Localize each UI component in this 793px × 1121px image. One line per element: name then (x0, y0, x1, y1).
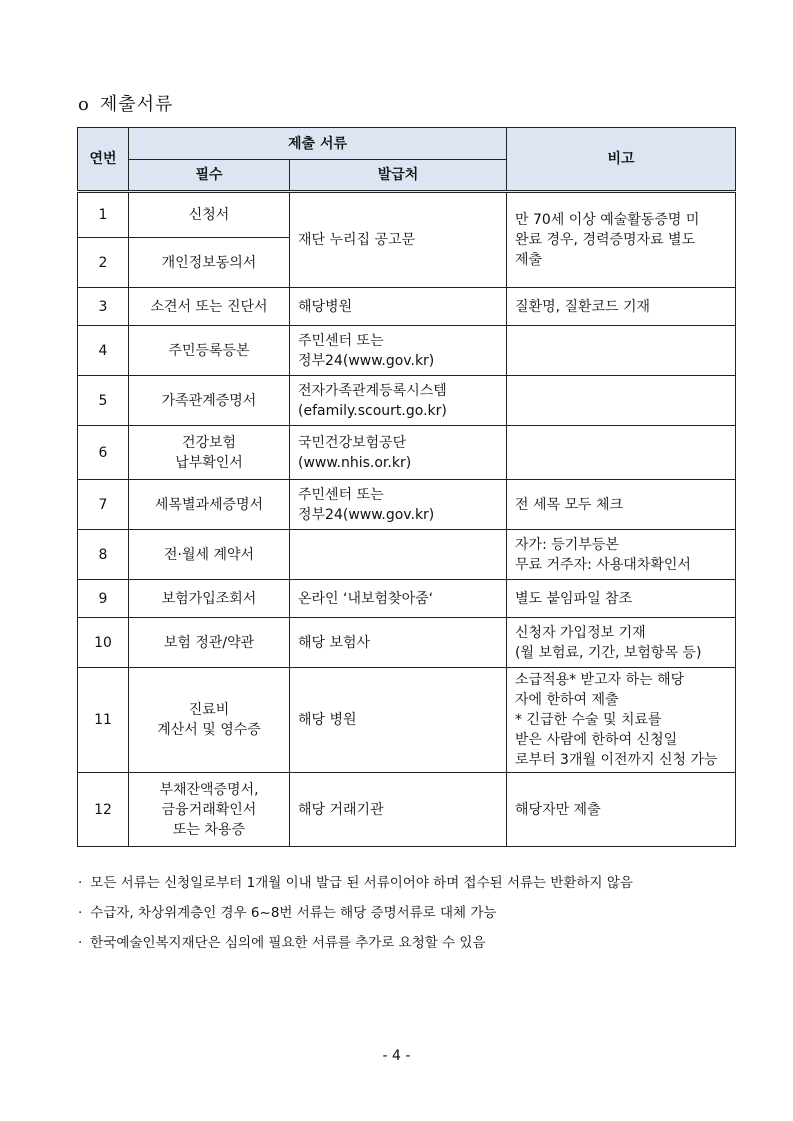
footnote-text: 한국예술인복지재단은 심의에 필요한 서류를 추가로 요청할 수 있음 (90, 935, 486, 951)
footnote-item (78, 934, 758, 964)
header-issuer: 발급처 (290, 160, 507, 192)
table-row (78, 480, 736, 530)
footnote-text: 모든 서류는 신청일로부터 1개월 이내 발급 된 서류이어야 하며 접수된 서류는 반환하지 않음 (90, 875, 633, 891)
note-text: 전 세목 모두 체크 (515, 496, 624, 513)
required-doc-text: 가족관계증명서 (161, 392, 257, 409)
issuer-cell (290, 288, 507, 326)
issuer-cell (290, 668, 507, 773)
note-text: 별도 붙임파일 참조 (515, 590, 633, 607)
required-doc-text: 진료비 (188, 702, 230, 718)
required-doc-text: 개인정보동의서 (161, 254, 257, 271)
issuer-cell (290, 580, 507, 618)
note-text: * 긴급한 수술 및 치료를 (515, 712, 662, 728)
section-title: 제출서류 (99, 94, 174, 115)
row-number: 2 (78, 238, 129, 288)
row-number: 1 (78, 192, 129, 238)
note-text: 해당자만 제출 (515, 801, 601, 818)
issuer-text: (www.nhis.or.kr) (298, 454, 412, 471)
note-text: 자가: 등기부등본 (515, 536, 619, 553)
section-heading (78, 90, 173, 116)
row-number: 12 (78, 773, 129, 847)
required-doc-cell (129, 426, 290, 480)
required-doc-cell (129, 238, 290, 288)
documents-table (77, 127, 736, 847)
issuer-text: 주민센터 또는 (298, 332, 384, 349)
issuer-cell (290, 773, 507, 847)
required-doc-cell (129, 376, 290, 426)
required-doc-text: 세목별과세증명서 (154, 496, 264, 513)
note-text: 제출 (515, 252, 543, 268)
required-doc-text: 전·월세 계약서 (163, 546, 255, 563)
row-number: 6 (78, 426, 129, 480)
footnote-item (78, 904, 758, 934)
footnote-marker: · (78, 935, 83, 951)
note-cell (507, 618, 736, 668)
row-number: 10 (78, 618, 129, 668)
required-doc-text: 계산서 및 영수증 (157, 722, 261, 738)
required-doc-text: 납부확인서 (175, 454, 243, 471)
table-row (78, 426, 736, 480)
table-row (78, 580, 736, 618)
note-text: 무료 거주자: 사용대차확인서 (515, 556, 691, 573)
note-text: 소급적용* 받고자 하는 해당 (515, 672, 685, 688)
issuer-cell (290, 530, 507, 580)
table-row (78, 773, 736, 847)
required-doc-text: 보험 정관/약관 (163, 634, 255, 651)
table-row (78, 288, 736, 326)
note-text: 받은 사람에 한하여 신청일 (515, 732, 678, 748)
note-cell (507, 192, 736, 288)
page-number: - 4 - (382, 1048, 411, 1064)
table-row (78, 530, 736, 580)
footnotes (78, 874, 758, 964)
required-doc-cell (129, 530, 290, 580)
issuer-text: 해당 거래기관 (298, 801, 384, 818)
issuer-text: 해당 보험사 (298, 634, 371, 651)
footnote-marker: · (78, 905, 83, 921)
issuer-text: 재단 누리집 공고문 (298, 232, 416, 248)
required-doc-cell (129, 326, 290, 376)
footnote-marker: · (78, 875, 83, 891)
note-text: 신청자 가입정보 기재 (515, 624, 646, 641)
row-number: 4 (78, 326, 129, 376)
row-number: 7 (78, 480, 129, 530)
note-cell (507, 668, 736, 773)
heading-bullet: o (78, 94, 90, 115)
row-number: 8 (78, 530, 129, 580)
required-doc-text: 주민등록등본 (168, 342, 250, 359)
required-doc-cell (129, 618, 290, 668)
required-doc-cell (129, 192, 290, 238)
issuer-text: 주민센터 또는 (298, 486, 384, 503)
row-number: 5 (78, 376, 129, 426)
note-text: 완료 경우, 경력증명자료 별도 (515, 232, 696, 248)
issuer-cell (290, 326, 507, 376)
note-text: 질환명, 질환코드 기재 (515, 298, 651, 315)
note-cell (507, 288, 736, 326)
issuer-cell (290, 480, 507, 530)
issuer-cell (290, 192, 507, 288)
table-row (78, 618, 736, 668)
required-doc-cell (129, 668, 290, 773)
issuer-text: (efamily.scourt.go.kr) (298, 402, 447, 419)
table-body (78, 192, 736, 847)
issuer-text: 해당병원 (298, 298, 353, 315)
required-doc-cell (129, 580, 290, 618)
table-row (78, 376, 736, 426)
note-cell (507, 376, 736, 426)
table-row (78, 192, 736, 238)
table-row (78, 668, 736, 773)
issuer-cell (290, 426, 507, 480)
note-cell (507, 480, 736, 530)
header-note: 비고 (507, 128, 736, 192)
row-number: 9 (78, 580, 129, 618)
header-required: 필수 (129, 160, 290, 192)
required-doc-cell (129, 773, 290, 847)
required-doc-text: 보험가입조회서 (161, 590, 257, 607)
note-cell (507, 326, 736, 376)
note-text: 자에 한하여 제출 (515, 692, 619, 708)
note-cell (507, 426, 736, 480)
required-doc-cell (129, 288, 290, 326)
note-cell (507, 530, 736, 580)
issuer-text: 정부24(www.gov.kr) (298, 506, 435, 523)
issuer-text: 정부24(www.gov.kr) (298, 352, 435, 369)
footnote-text: 수급자, 차상위계층인 경우 6~8번 서류는 해당 증명서류로 대체 가능 (90, 905, 497, 921)
header-docs-group: 제출 서류 (129, 128, 507, 160)
note-text: (월 보험료, 기간, 보험항목 등) (515, 644, 702, 661)
note-cell (507, 773, 736, 847)
required-doc-text: 건강보험 (181, 434, 237, 451)
note-text: 로부터 3개월 이전까지 신청 가능 (515, 752, 718, 768)
required-doc-cell (129, 480, 290, 530)
row-number: 3 (78, 288, 129, 326)
header-no: 연번 (78, 128, 129, 192)
required-doc-text: 부채잔액증명서, (159, 781, 259, 798)
issuer-text: 전자가족관계등록시스템 (298, 382, 447, 399)
issuer-text: 온라인 ‘내보험찾아줌‘ (298, 590, 434, 607)
issuer-cell (290, 618, 507, 668)
required-doc-text: 신청서 (188, 207, 230, 223)
required-doc-text: 소견서 또는 진단서 (150, 298, 268, 315)
footnote-item (78, 874, 758, 904)
issuer-text: 국민건강보험공단 (298, 434, 407, 451)
required-doc-text: 금융거래확인서 (161, 801, 257, 818)
note-text: 만 70세 이상 예술활동증명 미 (515, 212, 700, 228)
issuer-text: 해당 병원 (298, 712, 357, 728)
table-row (78, 326, 736, 376)
row-number: 11 (78, 668, 129, 773)
required-doc-text: 또는 차용증 (172, 821, 246, 838)
note-cell (507, 580, 736, 618)
issuer-cell (290, 376, 507, 426)
